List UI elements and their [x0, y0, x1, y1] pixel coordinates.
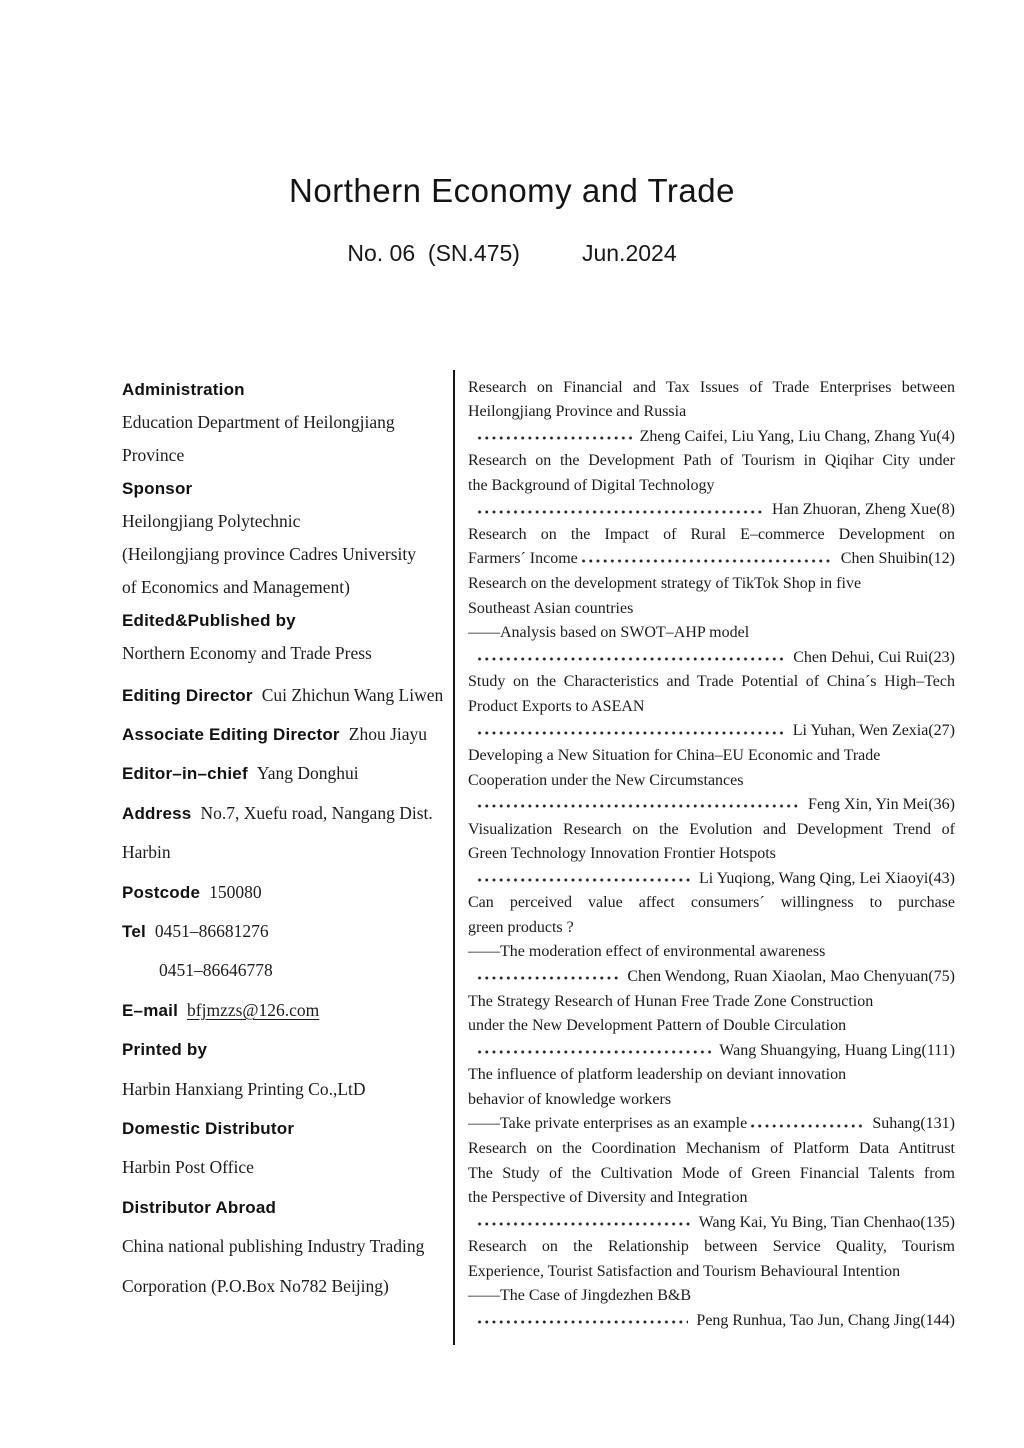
toc-authors: Wang Shuangying, Huang Ling	[719, 1041, 922, 1059]
masthead-label: Postcode	[122, 882, 201, 902]
masthead-row	[122, 572, 453, 605]
toc-title-line: Can perceived value affect consumers´ willingness to purchase	[468, 894, 955, 912]
toc-page-number: (75)	[928, 968, 955, 986]
toc-entry	[468, 670, 955, 744]
dot-leader	[476, 435, 632, 441]
toc-author-page	[872, 1112, 955, 1137]
toc-title-line: Experience, Tourist Satisfaction and Tourism Behavioural Intention	[468, 1262, 901, 1280]
masthead-value: China national publishing Industry Trading	[122, 1236, 425, 1257]
toc-title-line: The influence of platform leadership on deviant innovation	[468, 1066, 847, 1084]
toc-author-page	[793, 719, 955, 744]
masthead-row	[122, 473, 453, 506]
dot-leader	[476, 1319, 688, 1325]
masthead-value: Yang Donghui	[256, 763, 359, 784]
toc-title-line: Research on the Development Path of Tourism in Qiqihar City under	[468, 452, 955, 470]
masthead-label: Editor–in–chief	[122, 764, 248, 784]
toc-subtitle-line: ——The moderation effect of environmental awareness	[468, 943, 826, 961]
masthead-value: of Economics and Management)	[122, 576, 350, 597]
toc-author-line	[468, 498, 955, 523]
masthead-row	[122, 755, 453, 794]
toc-entry	[468, 376, 955, 450]
masthead-row	[122, 407, 453, 440]
masthead-row	[122, 1268, 453, 1307]
toc-title-line: Green Technology Innovation Frontier Hotspots	[468, 845, 776, 863]
toc-title-line: Research on the development strategy of TikTok Shop in five	[468, 575, 862, 593]
toc-author-line	[468, 425, 955, 450]
toc-entry	[468, 1063, 955, 1137]
toc-author-line	[468, 1039, 955, 1064]
toc-author-line	[468, 965, 955, 990]
masthead-row	[122, 1189, 453, 1228]
toc-authors: Suhang	[872, 1115, 921, 1133]
masthead-value: Harbin Post Office	[122, 1157, 254, 1178]
toc-page-number: (36)	[928, 796, 955, 814]
masthead-label: Address	[122, 803, 192, 823]
toc-author-page	[699, 1211, 955, 1236]
masthead-row	[122, 440, 453, 473]
toc-subtitle-line: ——The Case of Jingdezhen B&B	[468, 1287, 692, 1305]
toc-author-line	[468, 1309, 955, 1334]
toc-title-line: under the New Development Pattern of Double Circulation	[468, 1017, 847, 1035]
masthead-label: Distributor Abroad	[122, 1197, 277, 1217]
toc-title-line: Heilongjiang Province and Russia	[468, 403, 687, 421]
toc-page-number: (43)	[928, 869, 955, 887]
masthead-value: 150080	[209, 881, 262, 902]
toc-title-line: The Strategy Research of Hunan Free Trade Zone Construction	[468, 992, 874, 1010]
toc-column	[455, 370, 955, 1345]
dot-leader	[476, 877, 691, 883]
toc-author-page	[841, 547, 955, 572]
masthead-value: Harbin	[122, 842, 171, 863]
masthead-value: Province	[122, 444, 185, 465]
toc-title-line: Cooperation under the New Circumstances	[468, 771, 744, 789]
toc-author-page	[627, 965, 955, 990]
dot-leader	[476, 656, 785, 662]
masthead-row	[122, 1031, 453, 1070]
toc-page-number: (131)	[920, 1115, 955, 1133]
toc-entry	[468, 818, 955, 892]
masthead-value: No.7, Xuefu road, Nangang Dist.	[200, 802, 433, 823]
masthead-value: Zhou Jiayu	[348, 723, 428, 744]
toc-entry	[468, 523, 955, 572]
masthead-label: Sponsor	[122, 478, 193, 498]
toc-title-line: the Background of Digital Technology	[468, 476, 715, 494]
toc-title-line: Visualization Research on the Evolution and Development Trend of	[468, 820, 955, 838]
toc-authors: Feng Xin, Yin Mei	[808, 796, 929, 814]
masthead-label: Printed by	[122, 1040, 208, 1060]
toc-author-page	[719, 1039, 955, 1064]
toc-authors: Peng Runhua, Tao Jun, Chang Jing	[696, 1311, 921, 1329]
toc-authors: Zheng Caifei, Liu Yang, Liu Chang, Zhang Yu	[639, 427, 937, 445]
dot-leader	[476, 803, 800, 809]
masthead-row	[122, 834, 453, 873]
toc-author-line	[468, 719, 955, 744]
toc-authors: Chen Wendong, Ruan Xiaolan, Mao Chenyuan	[627, 968, 929, 986]
masthead-value: Corporation (P.O.Box No782 Beijing)	[122, 1275, 389, 1296]
masthead-row	[122, 605, 453, 638]
toc-page-number: (144)	[920, 1311, 955, 1329]
masthead-row	[122, 716, 453, 755]
masthead-row	[122, 913, 453, 952]
masthead-row	[122, 506, 453, 539]
masthead-label: Domestic Distributor	[122, 1119, 295, 1138]
masthead-value: (Heilongjiang province Cadres University	[122, 543, 417, 564]
toc-title-fragment: ——Take private enterprises as an example	[468, 1115, 748, 1133]
toc-author-line	[468, 547, 955, 572]
masthead-row	[122, 1110, 453, 1149]
toc-authors: Han Zhuoran, Zheng Xue	[771, 501, 937, 519]
toc-title-line: Research on the Coordination Mechanism of Platform Data Antitrust	[468, 1139, 955, 1157]
toc-authors: Wang Kai, Yu Bing, Tian Chenhao	[698, 1213, 921, 1231]
masthead-row	[122, 952, 453, 991]
toc-entry	[468, 891, 955, 989]
toc-page-number: (27)	[928, 722, 955, 740]
toc-title-line: Study on the Characteristics and Trade Potential of China´s High–Tech	[468, 673, 955, 691]
toc-entry	[468, 1137, 955, 1162]
toc-title-line: Research on the Impact of Rural E–commerce Development on	[468, 525, 955, 543]
dot-leader	[476, 1049, 711, 1055]
toc-author-line	[468, 1112, 955, 1137]
content-area	[122, 370, 955, 1345]
masthead-row	[122, 1071, 453, 1110]
toc-entry	[468, 449, 955, 523]
toc-title-line: green products ?	[468, 918, 574, 936]
toc-title-fragment: Farmers´ Income	[468, 550, 578, 568]
toc-entry	[468, 1162, 955, 1236]
toc-title-line: Research on the Relationship between Service Quality, Tourism	[468, 1238, 955, 1256]
issue-line	[0, 240, 1024, 268]
toc-author-line	[468, 646, 955, 671]
email-link[interactable]: bfjmzzs@126.com	[187, 999, 320, 1020]
masthead-row	[122, 374, 453, 407]
masthead-label: Associate Editing Director	[122, 724, 340, 744]
masthead-value: Cui Zhichun Wang Liwen	[261, 684, 444, 705]
dot-leader	[580, 558, 833, 564]
masthead-row	[122, 539, 453, 572]
toc-page-number: (4)	[936, 427, 955, 445]
toc-author-line	[468, 1211, 955, 1236]
toc-author-line	[468, 793, 955, 818]
toc-author-page	[699, 867, 955, 892]
issue-number: No. 06 (SN.475)	[347, 239, 520, 266]
toc-author-page	[640, 425, 955, 450]
toc-page-number: (23)	[928, 648, 955, 666]
dot-leader	[476, 730, 785, 736]
toc-title-line: the Perspective of Diversity and Integration	[468, 1189, 748, 1207]
masthead-label: Editing Director	[122, 685, 253, 705]
journal-title: Northern Economy and Trade	[289, 172, 735, 209]
masthead-label: Administration	[122, 379, 245, 399]
toc-author-page	[772, 498, 955, 523]
masthead-row	[122, 638, 453, 671]
toc-page-number: (135)	[920, 1213, 955, 1231]
toc-authors: Chen Dehui, Cui Rui	[793, 648, 929, 666]
toc-title-line: Southeast Asian countries	[468, 599, 634, 617]
masthead-row	[122, 1228, 453, 1267]
toc-entry	[468, 1235, 955, 1333]
issue-date: Jun.2024	[581, 239, 677, 266]
masthead-value: Education Department of Heilongjiang	[122, 411, 395, 432]
dot-leader	[476, 975, 619, 981]
toc-page-number: (8)	[936, 501, 955, 519]
toc-author-page	[696, 1309, 955, 1334]
masthead-value: Heilongjiang Polytechnic	[122, 510, 301, 531]
masthead-row	[122, 992, 453, 1031]
toc-authors: Chen Shuibin	[840, 550, 929, 568]
masthead-row	[122, 795, 453, 834]
dot-leader	[749, 1123, 864, 1129]
masthead-label: Edited&Published by	[122, 610, 296, 630]
masthead-value: Harbin Hanxiang Printing Co.,LtD	[122, 1078, 366, 1099]
toc-title-line: Product Exports to ASEAN	[468, 697, 645, 715]
toc-authors: Li Yuqiong, Wang Qing, Lei Xiaoyi	[698, 869, 929, 887]
masthead-label: E–mail	[122, 1000, 179, 1020]
toc-author-page	[808, 793, 955, 818]
toc-entry	[468, 572, 955, 670]
masthead-row	[122, 677, 453, 716]
toc-authors: Li Yuhan, Wen Zexia	[792, 722, 929, 740]
toc-author-page	[793, 646, 955, 671]
masthead-value: 0451–86681276	[154, 920, 269, 941]
masthead-row	[122, 874, 453, 913]
toc-title-line: Developing a New Situation for China–EU Economic and Trade	[468, 746, 881, 764]
masthead-row	[122, 1149, 453, 1188]
toc-page-number: (12)	[928, 550, 955, 568]
toc-page-number: (111)	[921, 1041, 955, 1059]
toc-entry	[468, 990, 955, 1064]
masthead-column	[122, 370, 453, 1345]
masthead-value: 0451–86646778	[159, 960, 273, 981]
masthead-label: Tel	[122, 921, 146, 941]
toc-title-line: The Study of the Cultivation Mode of Green Financial Talents from	[468, 1164, 955, 1182]
toc-title-line: behavior of knowledge workers	[468, 1090, 672, 1108]
toc-subtitle-line: ——Analysis based on SWOT–AHP model	[468, 624, 750, 642]
dot-leader	[476, 509, 764, 515]
toc-author-line	[468, 867, 955, 892]
dot-leader	[476, 1221, 691, 1227]
masthead-value: Northern Economy and Trade Press	[122, 642, 372, 663]
toc-title-line: Research on Financial and Tax Issues of Trade Enterprises between	[468, 378, 955, 396]
toc-entry	[468, 744, 955, 818]
